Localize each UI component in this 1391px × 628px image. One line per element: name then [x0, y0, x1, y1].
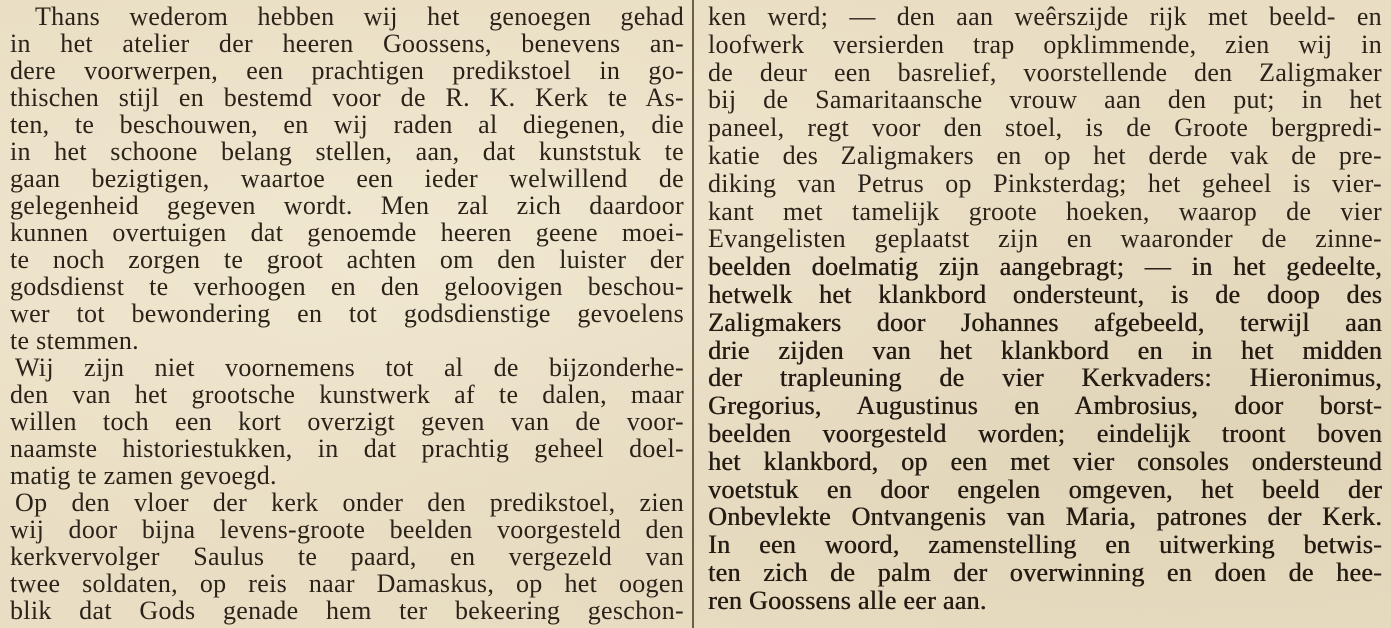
text-line: blik dat Gods genade hem ter bekeering geschon- — [10, 596, 684, 625]
text-line: twee soldaten, op reis naar Damaskus, op het oogen — [10, 569, 684, 598]
text-line: kerkvervolger Saulus te paard, en vergezeld van — [10, 542, 684, 571]
text-line: Gregorius, Augustinus en Ambrosius, door borst- — [708, 391, 1382, 421]
column-divider — [692, 0, 694, 628]
right-column — [708, 3, 1382, 615]
text-line: kunnen overtuigen dat genoemde heeren geene moei- — [10, 218, 684, 247]
paragraph — [10, 3, 684, 354]
paragraph — [10, 354, 684, 489]
text-line: gaan bezigtigen, waartoe een ieder welwillend de — [10, 164, 684, 193]
text-line: katie des Zaligmakers en op het derde vak de pre- — [708, 140, 1382, 170]
text-line: thischen stijl en bestemd voor de R. K. Kerk te As- — [10, 83, 684, 112]
text-line: paneel, regt voor den stoel, is de Groote bergpredi- — [708, 113, 1382, 143]
text-line: hetwelk het klankbord ondersteunt, is de doop des — [708, 279, 1382, 309]
text-line: In een woord, zamenstelling en uitwerking betwis- — [708, 530, 1382, 560]
text-line: ten zich de palm der overwinning en doen de hee- — [708, 557, 1382, 587]
text-line: ten, te beschouwen, en wij raden al diegenen, die — [10, 110, 684, 139]
text-line: te noch zorgen te groot achten om den luister der — [10, 245, 684, 274]
text-line: drie zijden van het klankbord en in het midden — [708, 335, 1382, 365]
text-line: wij door bijna levens-groote beelden voorgesteld den — [10, 515, 684, 544]
text-line: Op den vloer der kerk onder den predikstoel, zien — [15, 488, 684, 517]
text-line: der trapleuning de vier Kerkvaders: Hieronimus, — [708, 363, 1382, 393]
text-line: wer tot bewondering en tot godsdienstige gevoelens — [10, 299, 684, 328]
text-line: te stemmen. — [10, 326, 139, 355]
text-line: loofwerk versierden trap opklimmende, zien wij in — [708, 29, 1382, 59]
paragraph — [708, 531, 1382, 614]
text-line: in het schoone belang stellen, aan, dat kunststuk te — [10, 137, 684, 166]
text-line: Onbevlekte Ontvangenis van Maria, patrones der Kerk. — [708, 502, 1382, 532]
text-line: het klankbord, op een met vier consoles ondersteund — [708, 446, 1382, 476]
text-line: ken werd; — den aan weêrszijde rijk met beeld- en — [708, 2, 1382, 31]
text-line: de deur een basrelief, voorstellende den Zaligmaker — [708, 57, 1382, 87]
text-line: Thans wederom hebben wij het genoegen gehad — [35, 2, 684, 31]
paragraph — [708, 3, 1382, 531]
text-line: godsdienst te verhoogen en den geloovigen beschou- — [10, 272, 684, 301]
text-line: diking van Petrus op Pinksterdag; het geheel is vier- — [708, 168, 1382, 198]
text-line: Evangelisten geplaatst zijn en waaronder de zinne- — [708, 224, 1382, 254]
paragraph — [10, 489, 684, 624]
text-line: willen toch een kort overzigt geven van de voor- — [10, 407, 684, 436]
text-line: ren Goossens alle eer aan. — [708, 585, 987, 615]
text-line: beelden voorgesteld worden; eindelijk troont boven — [708, 418, 1382, 448]
text-line: den van het grootsche kunstwerk af te dalen, maar — [10, 380, 684, 409]
text-line: Zaligmakers door Johannes afgebeeld, terwijl aan — [708, 307, 1382, 337]
text-line: naamste historiestukken, in dat prachtig geheel doel- — [10, 434, 684, 463]
text-line: bij de Samaritaansche vrouw aan den put; in het — [708, 85, 1382, 115]
text-line: gelegenheid gegeven wordt. Men zal zich daardoor — [10, 191, 684, 220]
text-line: Wij zijn niet voornemens tot al de bijzonderhe- — [15, 353, 684, 382]
text-line: kant met tamelijk groote hoeken, waarop de vier — [708, 196, 1382, 226]
text-line: matig te zamen gevoegd. — [10, 461, 277, 490]
text-line: voetstuk en door engelen omgeven, het beeld der — [708, 474, 1382, 504]
text-line: in het atelier der heeren Goossens, benevens an- — [10, 29, 684, 58]
text-line: beelden doelmatig zijn aangebragt; — in het gedeelte, — [708, 252, 1382, 282]
text-line: dere voorwerpen, een prachtigen predikstoel in go- — [10, 56, 684, 85]
left-column — [10, 3, 684, 624]
